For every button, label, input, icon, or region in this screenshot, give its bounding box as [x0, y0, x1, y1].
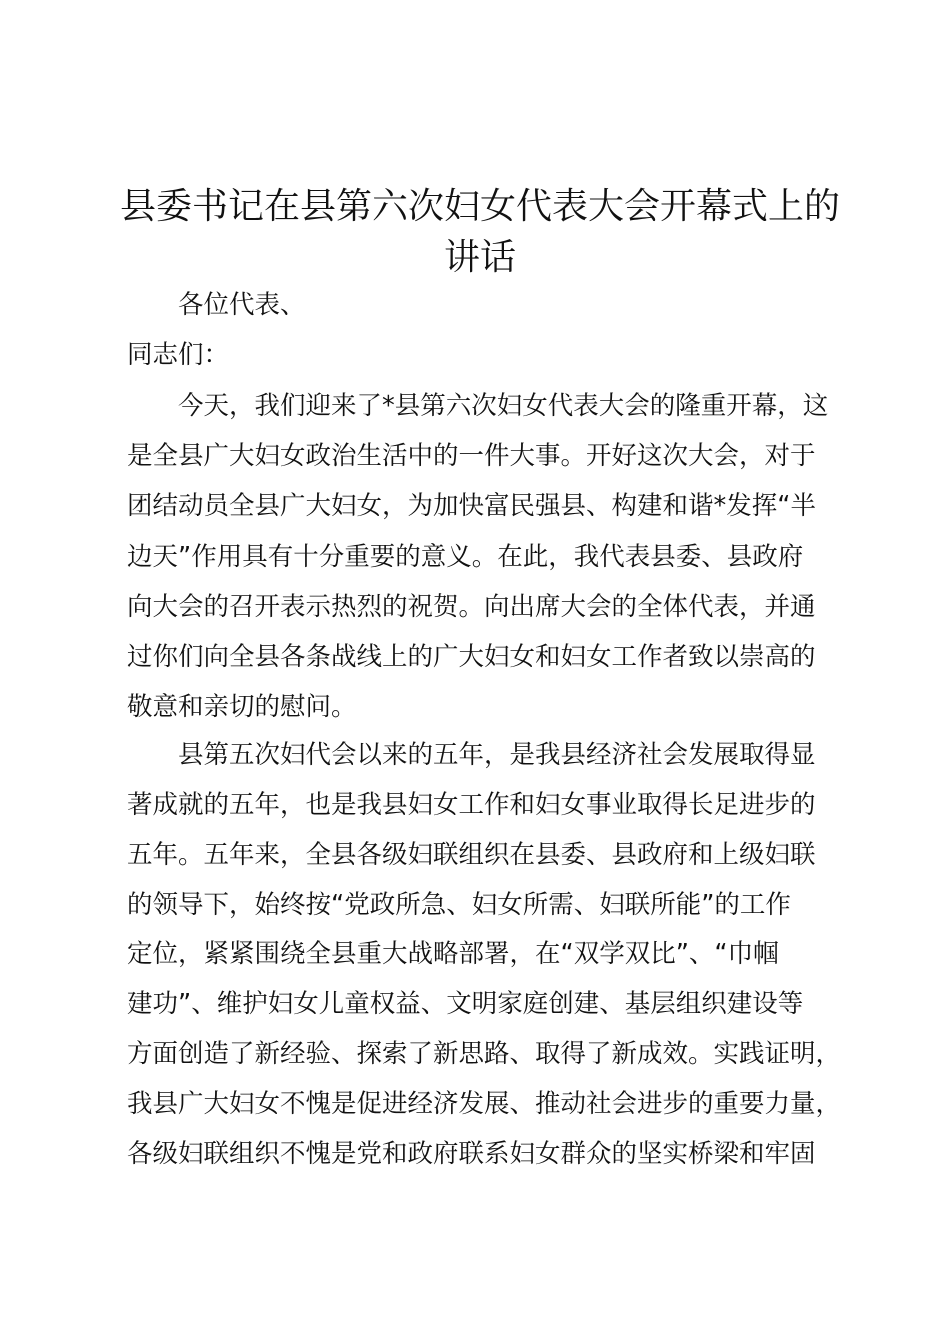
document-title-line-2: 讲话: [443, 237, 516, 278]
paragraph-2-line: 的领导下，始终按“党政所急、妇女所需、妇联所能”的工作: [127, 890, 791, 920]
paragraph-2-line: 著成就的五年，也是我县妇女工作和妇女事业取得长足进步的: [127, 790, 816, 820]
paragraph-2-line: 建功”、维护妇女儿童权益、文明家庭创建、基层组织建设等: [127, 989, 804, 1019]
salutation-line-1: 各位代表、: [178, 290, 306, 320]
salutation-line-2: 同志们：: [127, 340, 230, 370]
paragraph-2-line: 我县广大妇女不愧是促进经济发展、推动社会进步的重要力量，: [127, 1089, 842, 1119]
paragraph-2-line: 各级妇联组织不愧是党和政府联系妇女群众的坚实桥梁和牢固: [127, 1139, 816, 1169]
paragraph-1-line: 过你们向全县各条战线上的广大妇女和妇女工作者致以崇高的: [127, 642, 816, 672]
paragraph-1-line: 边天”作用具有十分重要的意义。在此，我代表县委、县政府: [127, 542, 804, 572]
paragraph-1-line: 今天，我们迎来了*县第六次妇女代表大会的隆重开幕，这: [178, 391, 829, 421]
paragraph-1-line: 团结动员全县广大妇女，为加快富民强县、构建和谐*发挥“半: [127, 491, 816, 521]
paragraph-2-line: 五年。五年来，全县各级妇联组织在县委、县政府和上级妇联: [127, 840, 816, 870]
paragraph-2-line: 县第五次妇代会以来的五年，是我县经济社会发展取得显: [178, 740, 816, 770]
paragraph-2-line: 定位，紧紧围绕全县重大战略部署，在“双学双比”、“巾帼: [127, 939, 779, 969]
document-title-line-1: 县委书记在县第六次妇女代表大会开幕式上的: [119, 186, 840, 227]
paragraph-1-line: 向大会的召开表示热烈的祝贺。向出席大会的全体代表，并通: [127, 592, 816, 622]
paragraph-1-line: 敬意和亲切的慰问。: [127, 692, 357, 722]
paragraph-2-line: 方面创造了新经验、探索了新思路、取得了新成效。实践证明，: [127, 1039, 842, 1069]
paragraph-1-line: 是全县广大妇女政治生活中的一件大事。开好这次大会，对于: [127, 441, 816, 471]
